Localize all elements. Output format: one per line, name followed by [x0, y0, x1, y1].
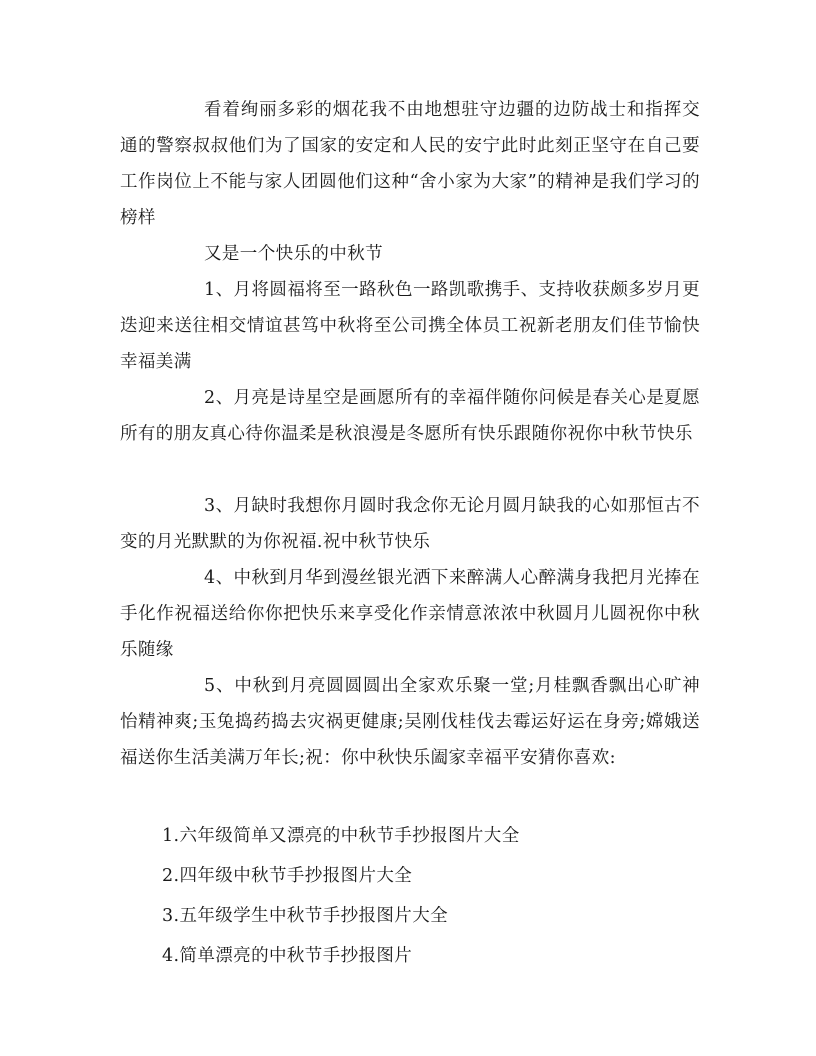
paragraph-wish-5: 5、中秋到月亮圆圆圆出全家欢乐聚一堂;月桂飘香飘出心旷神怡精神爽;玉兔捣药捣去灾祸更健康;吴刚伐桂伐去霉运好运在身旁;嫦娥送福送你生活美满万年长;祝：你中秋快乐阖家幸福平安猜你喜欢:	[120, 676, 700, 768]
related-link[interactable]: 4.简单漂亮的中秋节手抄报图片	[162, 946, 413, 966]
paragraph-wish-1: 1、月将圆福将至一路秋色一路凯歌携手、支持收获颇多岁月更迭迎来送往相交情谊甚笃中秋将至公司携全体员工祝新老朋友们佳节愉快幸福美满	[120, 280, 700, 372]
paragraph-wish-3: 3、月缺时我想你月圆时我念你无论月圆月缺我的心如那恒古不变的月光默默的为你祝福.祝中秋节快乐	[120, 496, 700, 552]
related-link[interactable]: 2.四年级中秋节手抄报图片大全	[162, 866, 413, 886]
related-link[interactable]: 3.五年级学生中秋节手抄报图片大全	[162, 906, 448, 926]
related-link[interactable]: 1.六年级简单又漂亮的中秋节手抄报图片大全	[162, 826, 520, 846]
paragraph-wish-2: 2、月亮是诗星空是画愿所有的幸福伴随你问候是春关心是夏愿所有的朋友真心待你温柔是秋浪漫是冬愿所有快乐跟随你祝你中秋节快乐	[120, 388, 700, 444]
related-links-list	[162, 818, 520, 978]
paragraph-wish-4: 4、中秋到月华到漫丝银光洒下来醉满人心醉满身我把月光捧在手化作祝福送给你你把快乐来享受化作亲情意浓浓中秋圆月儿圆祝你中秋乐随缘	[120, 568, 700, 660]
paragraph-intro: 看着绚丽多彩的烟花我不由地想驻守边疆的边防战士和指挥交通的警察叔叔他们为了国家的安定和人民的安宁此时此刻正坚守在自己要工作岗位上不能与家人团圆他们这种“舍小家为大家”的精神是我们学习的榜样	[120, 100, 700, 228]
paragraph-heading: 又是一个快乐的中秋节	[204, 244, 383, 264]
